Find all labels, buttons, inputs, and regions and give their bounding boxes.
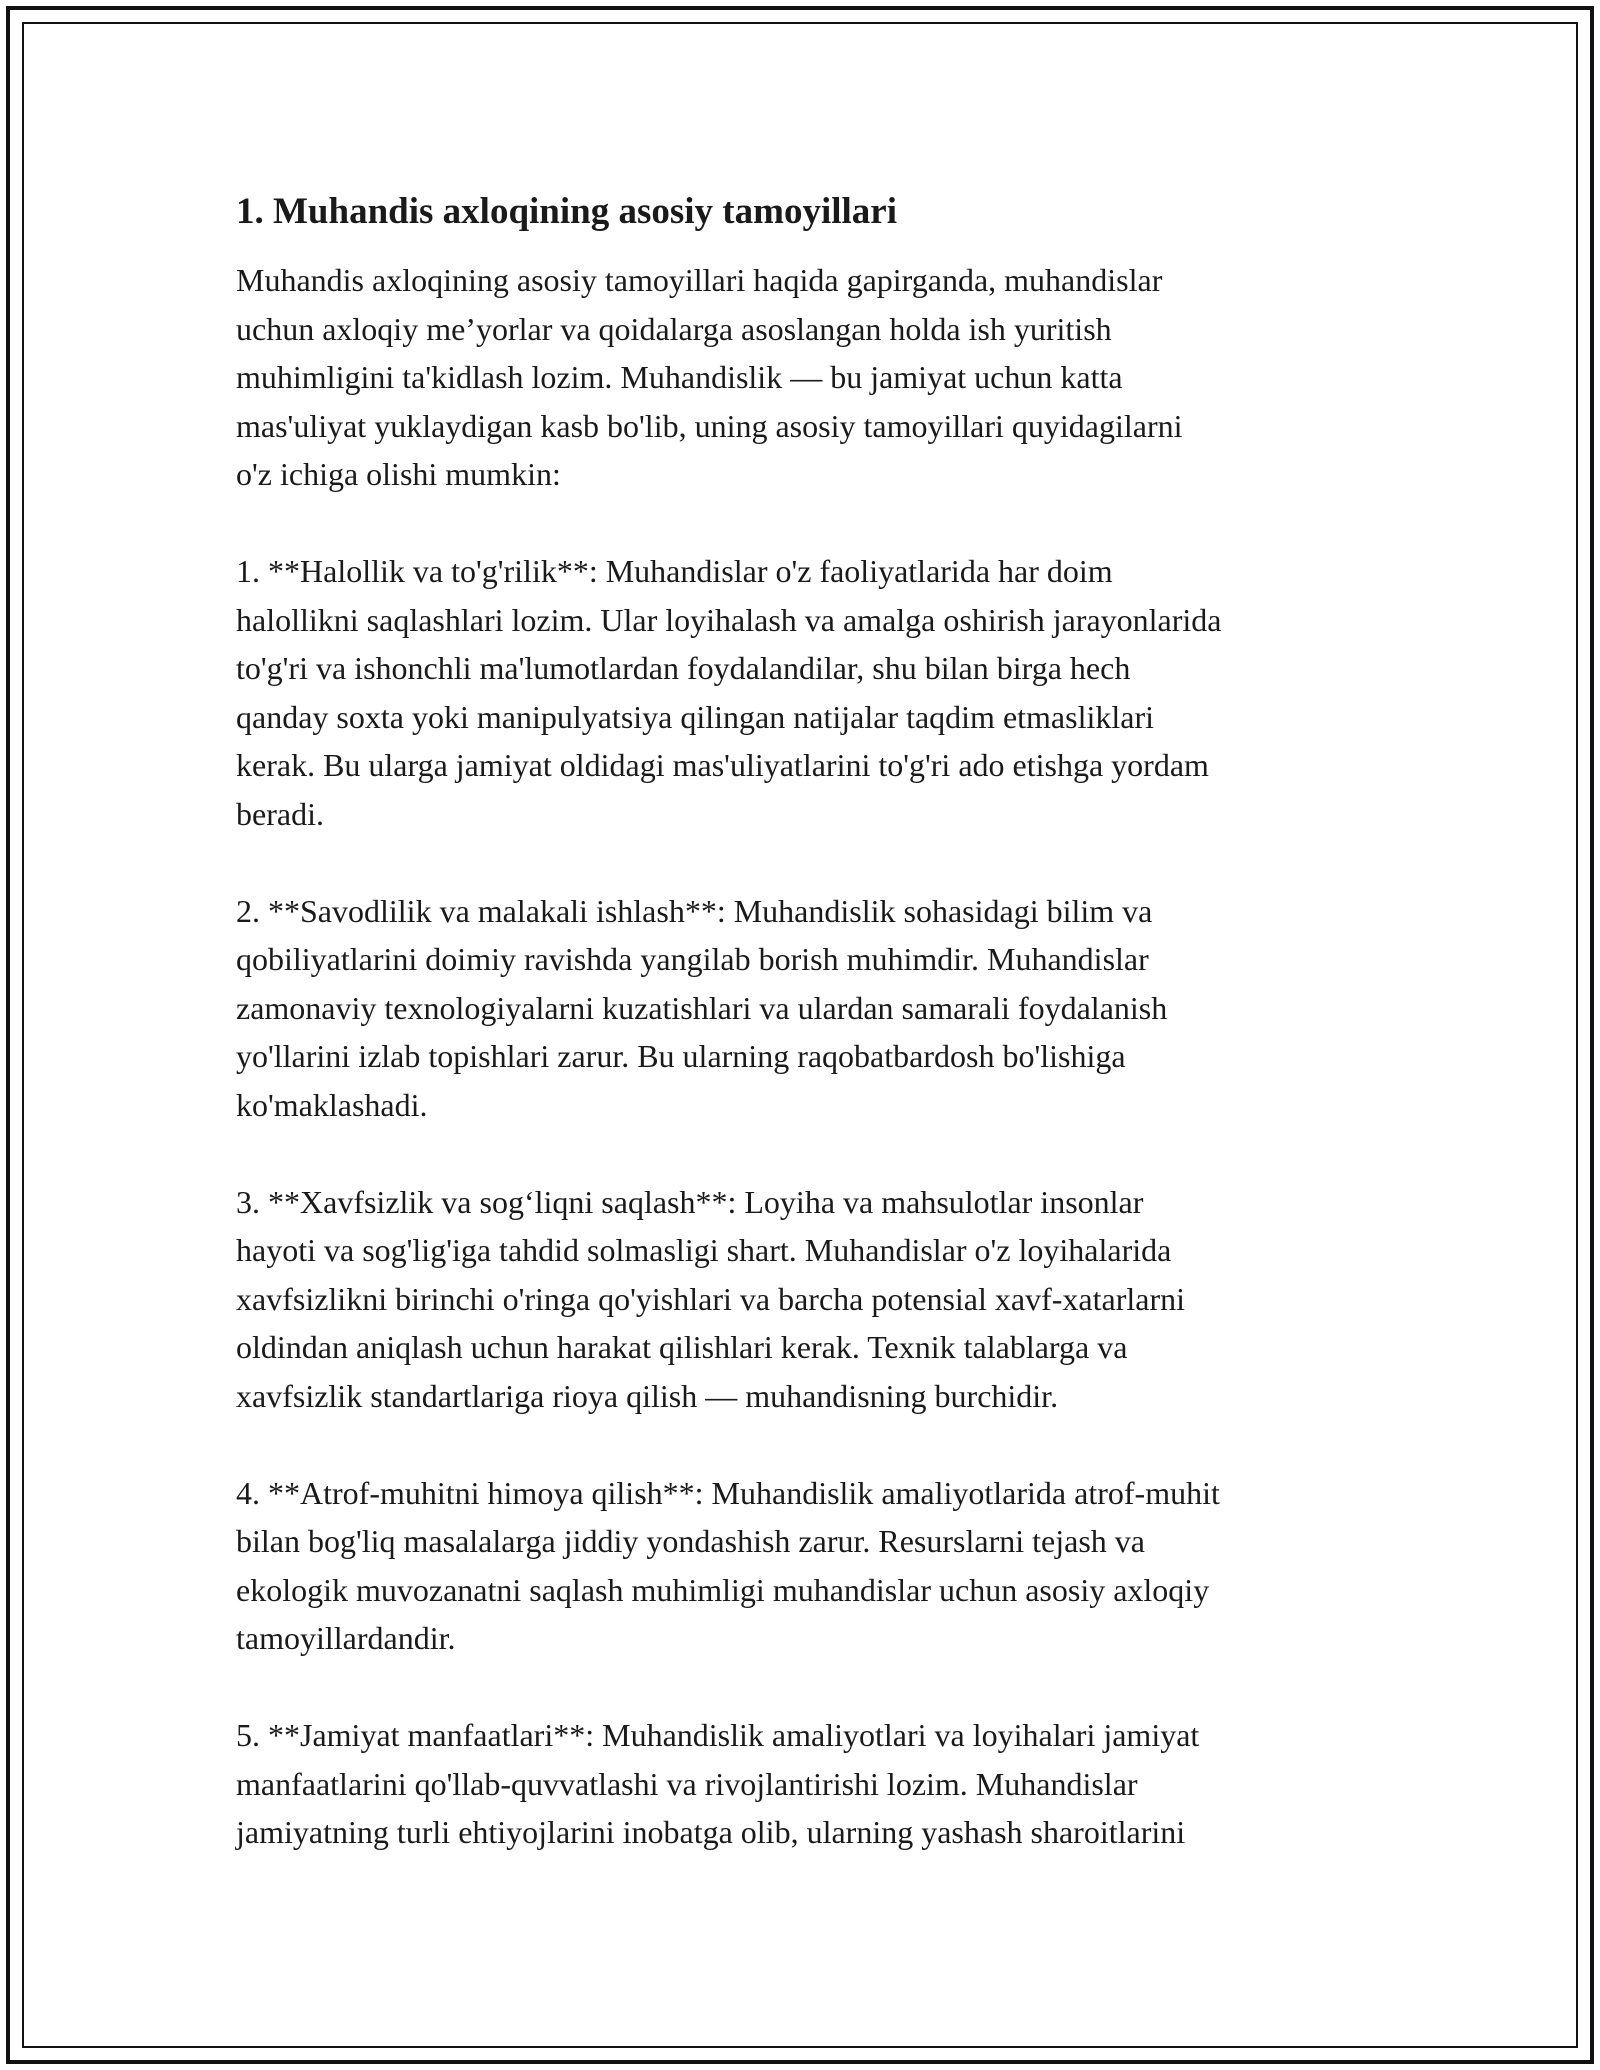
principle-environment-paragraph: 4. **Atrof-muhitni himoya qilish**: Muhandislik amaliyotlarida atrof-muhit bilan bog'liq masalalarga jiddiy yondashish zarur. Resurslarni tejash va ekologik muvozanatni saqlash muhimligi muhandislar uchun asosiy axloqiy tamoyillardandir. bbox=[236, 1474, 1220, 1656]
section-heading: 1. Muhandis axloqining asosiy tamoyillari bbox=[236, 191, 897, 232]
principle-society-paragraph: 5. **Jamiyat manfaatlari**: Muhandislik amaliyotlari va loyihalari jamiyat manfaatlarini qo'llab-quvvatlashi va rivojlantirishi lozim. Muhandislar jamiyatning turli ehtiyojlarini inobatga olib, ularning yashash sharoitlarini bbox=[236, 1717, 1200, 1850]
principle-safety-paragraph: 3. **Xavfsizlik va sog‘liqni saqlash**: Loyiha va mahsulotlar insonlar hayoti va sog'lig'iga tahdid solmasligi shart. Muhandislar o'z loyihalarida xavfsizlikni birinchi o'ringa qo'yishlari va barcha potensial xavf-xatarlarni oldindan aniqlash uchun harakat qilishlari kerak. Texnik talablarga va xavfsizlik standartlariga rioya qilish — muhandisning burchidir. bbox=[236, 1183, 1185, 1414]
intro-paragraph: Muhandis axloqining asosiy tamoyillari haqida gapirganda, muhandislar uchun axloqiy me’yorlar va qoidalarga asoslangan holda ish yuritish muhimligini ta'kidlash lozim. Muhandislik — bu jamiyat uchun katta mas'uliyat yuklaydigan kasb bo'lib, uning asosiy tamoyillari quyidagilarni o'z ichiga olishi mumkin: bbox=[236, 262, 1183, 492]
document-body bbox=[236, 188, 1386, 1905]
principle-honesty-paragraph: 1. **Halollik va to'g'rilik**: Muhandislar o'z faoliyatlarida har doim halollikni saqlashlari lozim. Ular loyihalash va amalga oshirish jarayonlarida to'g'ri va ishonchli ma'lumotlardan foydalandilar, shu bilan birga hech qanday soxta yoki manipulyatsiya qilingan natijalar taqdim etmasliklari kerak. Bu ularga jamiyat oldidagi mas'uliyatlarini to'g'ri ado etishga yordam beradi. bbox=[236, 553, 1222, 832]
principle-competence-paragraph: 2. **Savodlilik va malakali ishlash**: Muhandislik sohasidagi bilim va qobiliyatlarini doimiy ravishda yangilab borish muhimdir. Muhandislar zamonaviy texnologiyalarni kuzatishlari va ulardan samarali foydalanish yo'llarini izlab topishlari zarur. Bu ularning raqobatbardosh bo'lishiga ko'maklashadi. bbox=[236, 892, 1168, 1123]
